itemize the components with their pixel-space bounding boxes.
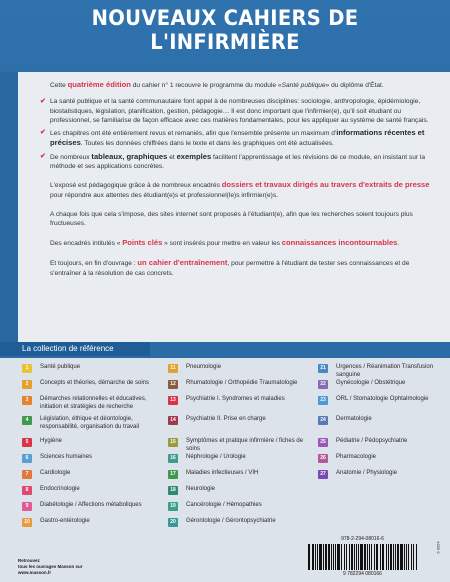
- publisher-link[interactable]: www.masson.fr: [18, 569, 52, 575]
- collection-item: [168, 380, 308, 389]
- barcode-bar: [308, 544, 309, 570]
- volume-number-badge: 17: [168, 470, 178, 479]
- collection-item: [168, 438, 308, 453]
- barcode-bar: [404, 544, 405, 570]
- barcode-bar: [374, 544, 376, 570]
- volume-title: Anatomie / Physiologie: [336, 470, 398, 476]
- barcode-bar: [367, 544, 368, 570]
- collection-item: [168, 396, 308, 405]
- barcode-bar: [323, 544, 324, 570]
- volume-number-badge: 11: [168, 364, 178, 373]
- collection-item: [22, 502, 162, 511]
- barcode-bar: [354, 544, 355, 570]
- volume-number-badge: 26: [318, 454, 328, 463]
- volume-number-badge: 20: [168, 518, 178, 527]
- barcode-bar: [309, 544, 310, 570]
- barcode-bar: [376, 544, 378, 570]
- barcode-bar: [315, 544, 316, 570]
- volume-number-badge: 5: [22, 438, 32, 447]
- volume-number-badge: 23: [318, 396, 328, 405]
- left-strip: [0, 72, 18, 342]
- collection-item: [168, 416, 308, 425]
- barcode-bar: [369, 544, 370, 570]
- collection-item: [168, 454, 308, 463]
- paragraph-websites: A chaque fois que cela s'impose, des sites internet sont proposés à l'étudiant(e), afin que les recherches soient toujours plus fructueuses.: [50, 210, 413, 227]
- volume-title: Démarches relationnelles et éducatives, initiation et stratégies de recherche: [40, 396, 147, 410]
- collection-item: [22, 454, 162, 463]
- isbn-text: 978-2-294-08016-6: [341, 536, 384, 542]
- collection-item: [22, 416, 162, 431]
- volume-number-badge: 22: [318, 380, 328, 389]
- barcode-bar: [411, 544, 413, 570]
- side-code: 6 0024: [435, 541, 441, 554]
- volume-title: Législation, éthique et déontologie, responsabilité, organisation du travail: [40, 416, 140, 430]
- barcode-bar: [397, 544, 399, 570]
- edition-highlight: quatrième édition: [67, 80, 131, 89]
- ean-text: 9 782294 080166: [343, 571, 382, 577]
- volume-title: Pédiatrie / Pédopsychiatrie: [336, 438, 408, 444]
- collection-item: [318, 416, 450, 425]
- collection-item: [168, 364, 308, 373]
- barcode-bar: [346, 544, 347, 570]
- volume-title: Hygiène: [40, 438, 63, 444]
- volume-number-badge: 21: [318, 364, 328, 373]
- barcode-bar: [349, 544, 350, 570]
- collection-item: [318, 364, 450, 379]
- bullet-disciplines: ✔ La santé publique et la santé communautaire font appel à de nombreuses disciplines: sociologie, anthropologie, épidémiologie, biostatistiques, législation, planification, gestion, pédagogie… Il est donc important que l'infirmier(e), qu'il soit étudiant ou professionnel, se familiarise de façon efficace avec ces matières fondamentales, pour les appliquer au système de santé français.: [40, 98, 429, 124]
- volume-title: Psychiatrie I. Syndromes et maladies: [186, 396, 285, 402]
- collection-item: [22, 380, 162, 389]
- barcode-bar: [319, 544, 322, 570]
- barcode-bar: [406, 544, 407, 570]
- volume-number-badge: 6: [22, 454, 32, 463]
- collection-item: [168, 470, 308, 479]
- barcode-bar: [325, 544, 327, 570]
- volume-title: Psychiatrie II. Prise en charge: [186, 416, 266, 422]
- collection-item: [22, 470, 162, 479]
- volume-title: Pharmacologie: [336, 454, 377, 460]
- volume-title: ORL / Stomatologie Ophtalmologie: [336, 396, 429, 402]
- volume-number-badge: 12: [168, 380, 178, 389]
- volume-number-badge: 25: [318, 438, 328, 447]
- volume-number-badge: 18: [168, 486, 178, 495]
- volume-number-badge: 7: [22, 470, 32, 479]
- barcode-bar: [331, 544, 332, 570]
- collection-item: [22, 486, 162, 495]
- volume-title: Dermatologie: [336, 416, 372, 422]
- collection-item: [22, 518, 162, 527]
- volume-number-badge: 4: [22, 416, 32, 425]
- series-title: NOUVEAUX CAHIERS DE L'INFIRMIÈRE: [91, 6, 359, 54]
- collection-item: [318, 396, 450, 405]
- barcode-bar: [390, 544, 392, 570]
- barcode: [305, 536, 420, 576]
- volume-title: Endocrinologie: [40, 486, 80, 492]
- barcode-bar: [393, 544, 394, 570]
- volume-title: Concepts et théories, démarche de soins: [40, 380, 150, 386]
- barcode-bar: [333, 544, 334, 570]
- collection-item: [318, 438, 450, 447]
- barcode-bar: [408, 544, 409, 570]
- bullet-tables: ✔ De nombreux tableaux, graphiques et exemples facilitent l'apprentissage et les révisions de ce module, en insistant sur la méthode et ses applications concrètes.: [40, 151, 426, 171]
- barcode-bar: [312, 544, 314, 570]
- check-icon: ✔: [40, 152, 46, 160]
- barcode-bar: [344, 544, 346, 570]
- barcode-bar: [364, 544, 366, 570]
- barcode-bar: [341, 544, 342, 570]
- description-panel: [18, 72, 450, 342]
- collection-item: [168, 486, 308, 495]
- barcode-bar: [337, 544, 340, 570]
- volume-number-badge: 13: [168, 396, 178, 405]
- volume-number-badge: 9: [22, 502, 32, 511]
- volume-number-badge: 3: [22, 396, 32, 405]
- volume-title: Pneumologie: [186, 364, 222, 370]
- barcode-bar: [335, 544, 336, 570]
- volume-title: Maladies infectieuses / VIH: [186, 470, 259, 476]
- check-icon: ✔: [40, 98, 46, 106]
- barcode-bar: [380, 544, 381, 570]
- volume-number-badge: 14: [168, 416, 178, 425]
- volume-number-badge: 16: [168, 454, 178, 463]
- volume-title: Rhumatologie / Orthopédie Traumatologie: [186, 380, 298, 386]
- barcode-bar: [386, 544, 387, 570]
- volume-title: Gynécologie / Obstétrique: [336, 380, 406, 386]
- barcode-bar: [388, 544, 389, 570]
- volume-title: Gastro-entérologie: [40, 518, 90, 524]
- volume-title: Cancérologie / Hémopathies: [186, 502, 262, 508]
- paragraph-key-points: Des encadrés intitulés « Points clés » sont insérés pour mettre en valeur les connaissances incontournables.: [50, 238, 400, 247]
- volume-number-badge: 15: [168, 438, 178, 447]
- collection-item: [22, 438, 162, 447]
- collection-item: [168, 502, 308, 511]
- intro-paragraph: Cette quatrième édition du cahier n° 1 recouvre le programme du module «Santé publique» du diplôme d'État.: [50, 80, 384, 89]
- volume-number-badge: 8: [22, 486, 32, 495]
- collection-item: [318, 470, 450, 479]
- barcode-bar: [317, 544, 318, 570]
- barcode-bar: [395, 544, 396, 570]
- barcode-bar: [371, 544, 372, 570]
- barcode-bar: [358, 544, 359, 570]
- volume-title: Gérontologie / Gérontopsychiatrie: [186, 518, 276, 524]
- paragraph-workbook: Et toujours, en fin d'ouvrage : un cahier d'entraînement, pour permettre à l'étudiant de tester ses connaissances et de s'entraîner à la résolution de cas concrets.: [50, 258, 410, 277]
- volume-number-badge: 1: [22, 364, 32, 373]
- barcode-bar: [360, 544, 363, 570]
- volume-title: Néphrologie / Urologie: [186, 454, 246, 460]
- volume-title: Urgences / Réanimation Transfusion sanguine: [336, 364, 434, 378]
- volume-title: Symptômes et pratique infirmière / fiches de soins: [186, 438, 304, 452]
- collection-item: [318, 380, 450, 389]
- collection-item: [318, 454, 450, 463]
- volume-title: Santé publique: [40, 364, 81, 370]
- volume-number-badge: 10: [22, 518, 32, 527]
- volume-number-badge: 19: [168, 502, 178, 511]
- volume-title: Cardiologie: [40, 470, 71, 476]
- collection-item: [22, 364, 162, 373]
- volume-number-badge: 27: [318, 470, 328, 479]
- barcode-bar: [356, 544, 357, 570]
- volume-number-badge: 24: [318, 416, 328, 425]
- volume-title: Sciences humaines: [40, 454, 93, 460]
- barcode-bar: [400, 544, 403, 570]
- barcode-bar: [413, 544, 414, 570]
- publisher-note: Retrouvez tous les ouvrages Masson sur www.masson.fr: [18, 558, 83, 575]
- barcode-bar: [416, 544, 417, 570]
- collection-item: [168, 518, 308, 527]
- collection-heading: La collection de référence: [0, 342, 150, 356]
- volume-number-badge: 2: [22, 380, 32, 389]
- barcode-bar: [382, 544, 385, 570]
- barcode-bars: [308, 544, 418, 570]
- collection-item: [22, 396, 162, 411]
- volume-title: Diabétologie / Affections métaboliques: [40, 502, 142, 508]
- volume-title: Neurologie: [186, 486, 216, 492]
- check-icon: ✔: [40, 128, 46, 136]
- barcode-bar: [351, 544, 353, 570]
- barcode-bar: [328, 544, 330, 570]
- paragraph-pedagogy: L'exposé est pédagogique grâce à de nombreux encadrés dossiers et travaux dirigés au travers d'extraits de presse pour répondre aux attentes des étudiant(e)s et professionnel(le)s infirmier(e)s.: [50, 180, 430, 199]
- bullet-chapters: ✔ Les chapitres ont été entièrement revus et remaniés, afin que l'ensemble présente un maximum d'informations récentes et précises. Toutes les données chiffrées dans le texte et dans les graphiques ont été actualisées.: [40, 127, 425, 148]
